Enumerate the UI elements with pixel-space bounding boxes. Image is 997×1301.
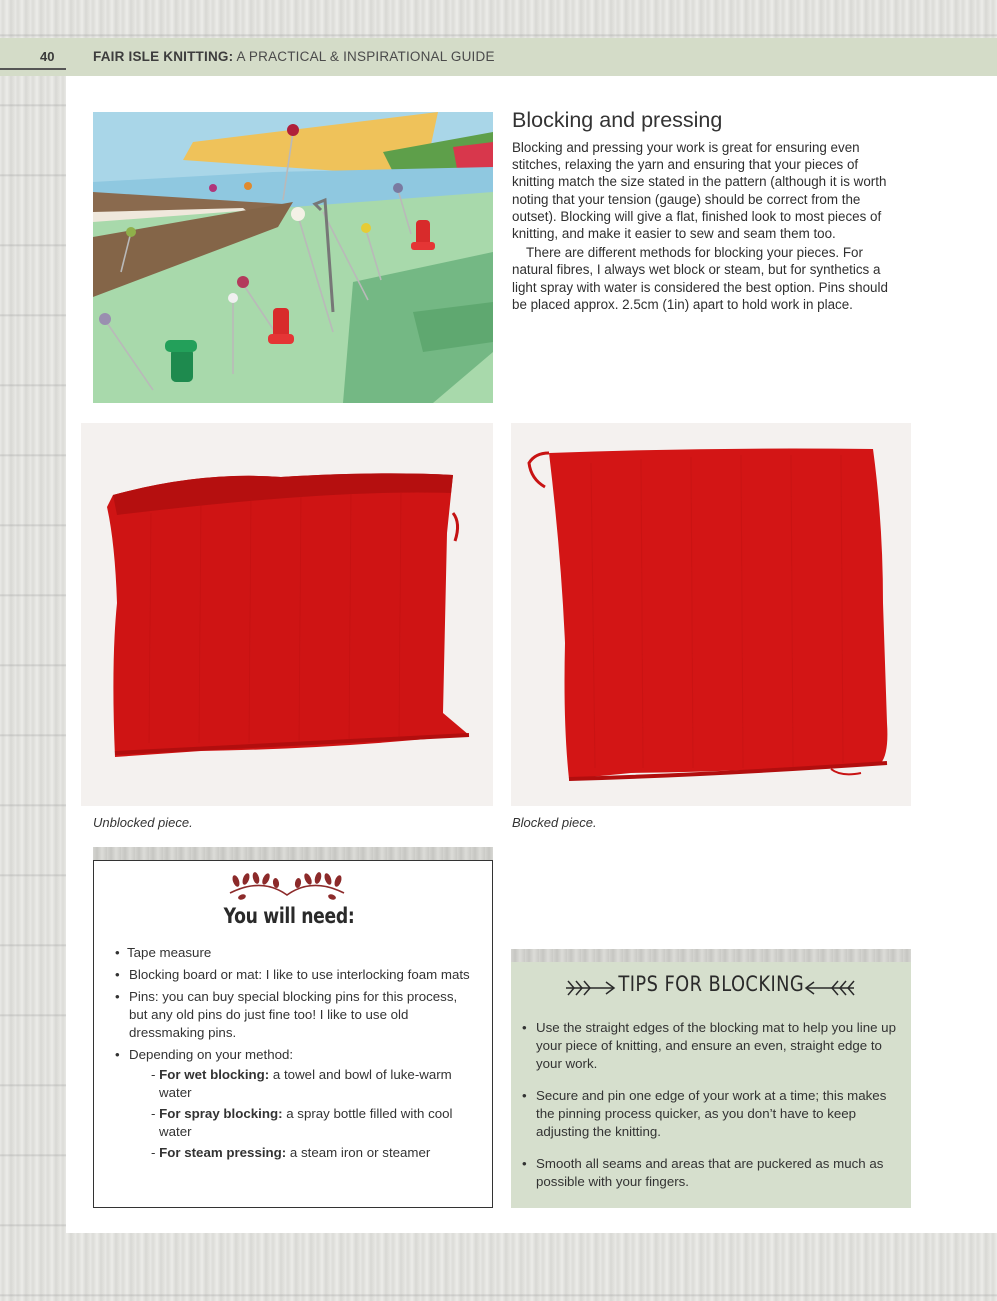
list-item: • Blocking board or mat: I like to use interlocking foam mats <box>113 966 473 984</box>
tips-list <box>520 1019 898 1205</box>
spray-blocking-text: a spray bottle filled with cool water <box>159 1106 453 1139</box>
list-item: • Pins: you can buy special blocking pins for this process, but any old pins do just fine too! I like to use old dressmaking pins. <box>113 988 473 1042</box>
body-paragraph-2: There are different methods for blocking your pieces. For natural fibres, I always wet block or steam, but for synthetics a light spray with water is considered the best option. Pins should be placed approx. 2.5cm (1in) apart to hold work in place. <box>512 245 888 312</box>
running-title-rest: A PRACTICAL & INSPIRATIONAL GUIDE <box>233 49 495 64</box>
list-item: • Smooth all seams and areas that are puckered as much as possible with your fingers. <box>520 1155 898 1191</box>
you-will-need-title: You will need: <box>223 904 355 928</box>
running-title-bold: FAIR ISLE KNITTING: <box>93 49 234 64</box>
unblocked-caption: Unblocked piece. <box>93 815 193 830</box>
sub-list-item: - For wet blocking: a towel and bowl of luke-warm water <box>151 1067 452 1100</box>
body-copy <box>512 139 898 313</box>
arrow-right-icon <box>804 978 856 998</box>
leaf-garland-icon <box>222 869 352 903</box>
running-title <box>93 49 495 64</box>
wet-blocking-label: For wet blocking: <box>159 1067 270 1082</box>
unblocked-swatch-photo <box>81 423 493 806</box>
tips-title-text: TIPS FOR BLOCKING <box>618 972 804 996</box>
needs-wood-strip <box>93 847 493 861</box>
page-number: 40 <box>40 49 55 64</box>
list-item-method <box>113 1046 473 1162</box>
blocked-caption: Blocked piece. <box>512 815 597 830</box>
list-item: • Secure and pin one edge of your work at a time; this makes the pinning process quicker, as you don’t have to keep adjusting the knitting. <box>520 1087 898 1141</box>
spray-blocking-label: For spray blocking: <box>159 1106 283 1121</box>
list-item: • Use the straight edges of the blocking mat to help you line up your piece of knitting, and ensure an even, straight edge to your work. <box>520 1019 898 1073</box>
blocked-swatch-photo <box>511 423 911 806</box>
blocking-mat-photo <box>93 112 493 403</box>
list-item: • Tape measure <box>113 944 473 962</box>
you-will-need-list <box>113 944 473 1166</box>
steam-pressing-text: a steam iron or steamer <box>286 1145 431 1160</box>
body-paragraph-1: Blocking and pressing your work is great for ensuring even stitches, relaxing the yarn and ensuring that your pieces of knitting match the size stated in the pattern (although it is worth noting that your tension (gauge) should be correct from the outset). Blocking will give a flat, finished look to most pieces of knitting, and make it easier to sew and seam them too. <box>512 140 887 242</box>
sub-list-item: - For spray blocking: a spray bottle filled with cool water <box>151 1106 453 1139</box>
page-number-rule <box>0 68 66 70</box>
method-intro: Depending on your method: <box>129 1047 294 1062</box>
tips-wood-strip <box>511 949 911 963</box>
wet-blocking-text: a towel and bowl of luke-warm water <box>159 1067 452 1100</box>
method-sublist <box>129 1066 473 1162</box>
sub-list-item: - For steam pressing: a steam iron or steamer <box>151 1145 431 1160</box>
section-title: Blocking and pressing <box>512 108 723 132</box>
steam-pressing-label: For steam pressing: <box>159 1145 287 1160</box>
